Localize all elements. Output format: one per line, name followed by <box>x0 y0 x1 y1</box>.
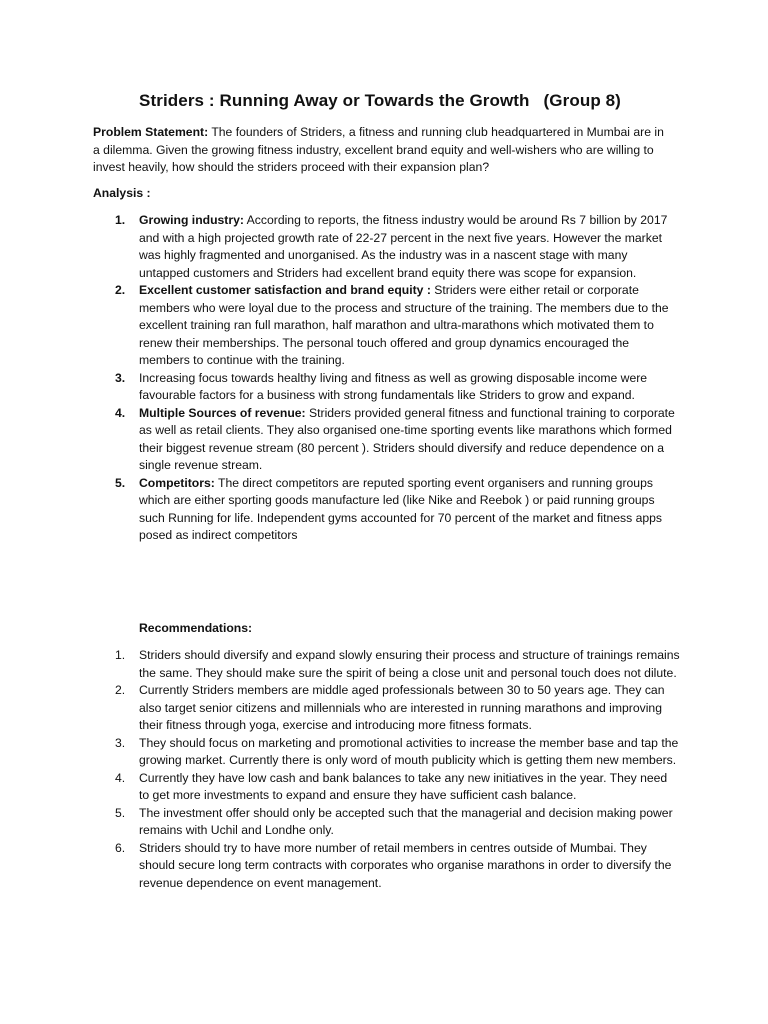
analysis-item-lead: Excellent customer satisfaction and brand equity : <box>139 283 431 297</box>
recommendation-item-text: The investment offer should only be accepted such that the managerial and decision making power remains with Uchil and Londhe only. <box>139 805 673 837</box>
analysis-item-number: 1. <box>115 213 126 227</box>
analysis-item <box>115 370 680 405</box>
analysis-item-number: 4. <box>115 405 126 420</box>
recommendation-item <box>115 840 680 893</box>
analysis-item <box>115 405 680 475</box>
recommendation-item <box>115 770 680 805</box>
analysis-item-text: The direct competitors are reputed sporting event organisers and running groups which are either sporting goods manufacture led (like Nike and Reebok ) or paid running groups such Running for life. Independent gyms accounted for 70 percent of the market and fitness apps posed as indirect competitors <box>139 475 663 542</box>
recommendation-item-text: Striders should try to have more number of retail members in centres outside of Mumbai. They should secure long term contracts with corporates who organise marathons in order to diversify the revenue dependence on event management. <box>139 840 672 890</box>
recommendation-item-text: They should focus on marketing and promotional activities to increase the member base and tap the growing market. Currently there is only word of mouth publicity which is getting them new members. <box>139 735 679 767</box>
recommendations-heading: Recommendations: <box>139 621 253 635</box>
analysis-item-text: According to reports, the fitness industry would be around Rs 7 billion by 2017 and with a high projected growth rate of 22-27 percent in the next five years. However the market was highly fragmented and unorganised. As the industry was in a nascent stage with many untapped customers and Striders had excellent brand equity there was scope for expansion. <box>139 213 668 280</box>
recommendation-item-number: 4. <box>115 770 126 785</box>
analysis-item-text: Increasing focus towards healthy living and fitness as well as growing disposable income were favourable factors for a business with strong fundamentals like Striders to grow and expand. <box>139 370 648 402</box>
problem-statement-text: The founders of Striders, a fitness and running club headquartered in Mumbai are in a dilemma. Given the growing fitness industry, excellent brand equity and well-wishers who are willing to invest heavily, how should the striders proceed with their expansion plan? <box>93 125 664 175</box>
recommendation-item-text: Currently they have low cash and bank balances to take any new initiatives in the year. They need to get more investments to expand and ensure they have sufficient cash balance. <box>139 770 668 802</box>
recommendation-item-number: 6. <box>115 840 126 855</box>
analysis-heading: Analysis : <box>93 186 151 200</box>
problem-statement <box>93 124 673 177</box>
recommendation-item-number: 2. <box>115 683 126 697</box>
analysis-item-number: 3. <box>115 370 126 385</box>
recommendations-list <box>115 647 680 892</box>
page-title <box>0 90 760 112</box>
recommendation-item-number: 5. <box>115 805 126 820</box>
analysis-item <box>115 475 680 545</box>
analysis-item <box>115 282 680 370</box>
analysis-item-lead: Multiple Sources of revenue: <box>139 405 306 420</box>
recommendation-item-number: 1. <box>115 648 126 662</box>
problem-statement-label: Problem Statement: <box>93 125 209 139</box>
recommendation-item-text: Currently Striders members are middle aged professionals between 30 to 50 years age. They can also target senior citizens and millennials who are interested in running marathons and improving their fitness through yoga, exercise and introducing more fitness formats. <box>139 683 665 732</box>
recommendation-item <box>115 647 680 682</box>
analysis-item <box>115 212 680 282</box>
analysis-item-number: 5. <box>115 475 126 490</box>
title-group: (Group 8) <box>543 91 621 110</box>
recommendation-item <box>115 735 680 770</box>
recommendation-item-number: 3. <box>115 735 126 750</box>
recommendation-item <box>115 682 680 735</box>
analysis-item-text: Striders were either retail or corporate members who were loyal due to the process and structure of the training. The members due to the excellent training ran full marathon, half marathon and ultra-marathons which motivated them to renew their memberships. The personal touch offered and group dynamics encouraged the members to continue with the training. <box>139 283 669 367</box>
analysis-list <box>115 212 680 545</box>
recommendation-item-text: Striders should diversify and expand slowly ensuring their process and structure of trainings remains the same. They should make sure the spirit of being a close unit and personal touch does not dilute. <box>139 648 680 680</box>
analysis-item-lead: Competitors: <box>139 475 215 490</box>
recommendation-item <box>115 805 680 840</box>
analysis-item-text: Striders provided general fitness and functional training to corporate as well as retail clients. They also organised one-time sporting events like marathons which formed their biggest revenue stream (80 percent ). Striders should diversify and reduce dependence on a single revenue stream. <box>139 405 675 472</box>
analysis-item-lead: Growing industry: <box>139 213 244 227</box>
title-text: Striders : Running Away or Towards the Growth <box>139 91 530 110</box>
analysis-item-number: 2. <box>115 283 126 297</box>
